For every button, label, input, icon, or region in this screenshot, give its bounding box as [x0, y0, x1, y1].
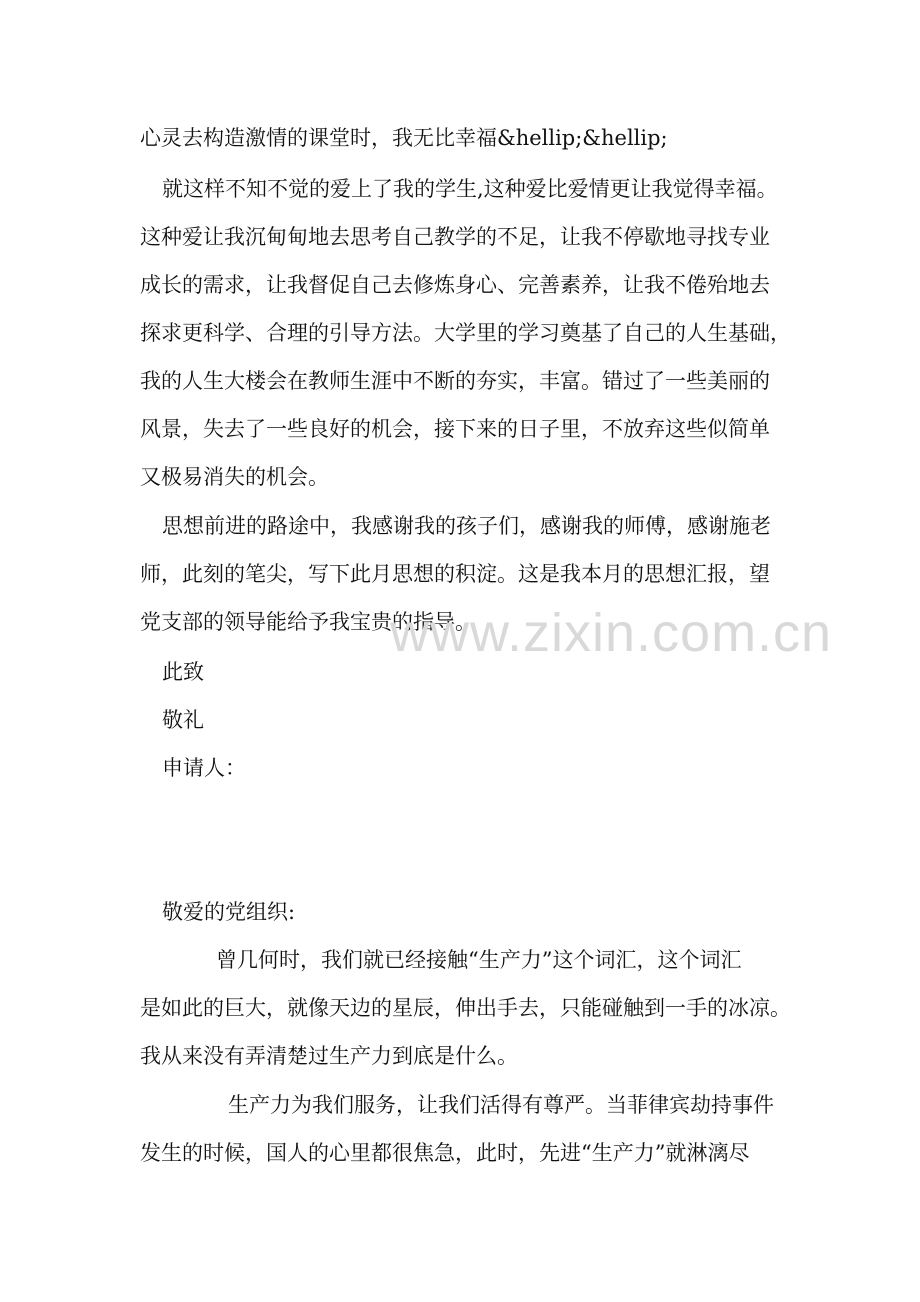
paragraph-line: 这种爱让我沉甸甸地去思考自己教学的不足，让我不停歇地寻找专业: [140, 225, 770, 249]
paragraph-line: 我从来没有弄清楚过生产力到底是什么。: [140, 1044, 518, 1068]
paragraph-line: 我的人生大楼会在教师生涯中不断的夯实，丰富。错过了一些美丽的: [140, 369, 770, 393]
paragraph-line: 心灵去构造激情的课堂时，我无比幸福&hellip;&hellip;: [140, 126, 668, 150]
paragraph-line: 曾几何时，我们就已经接触“生产力”这个词汇，这个词汇: [216, 948, 742, 972]
paragraph-line: 师，此刻的笔尖，写下此月思想的积淀。这是我本月的思想汇报，望: [140, 562, 770, 586]
paragraph-line: 思想前进的路途中，我感谢我的孩子们，感谢我的师傅，感谢施老: [162, 514, 771, 538]
paragraph-line: 又极易消失的机会。: [140, 465, 329, 489]
greeting-line: 敬爱的党组织:: [162, 900, 296, 924]
paragraph-line: 生产力为我们服务，让我们活得有尊严。当菲律宾劫持事件: [228, 1093, 774, 1117]
paragraph-line: 发生的时候，国人的心里都很焦急，此时，先进“生产力”就淋漓尽: [140, 1141, 750, 1165]
watermark: www.zixin.com.cn: [390, 603, 833, 663]
paragraph-line: 风景，失去了一些良好的机会，接下来的日子里，不放弃这些似简单: [140, 417, 770, 441]
closing-line: 此致: [162, 660, 204, 684]
paragraph-line: 党支部的领导能给予我宝贵的指导。: [140, 610, 476, 634]
paragraph-line: 是如此的巨大，就像天边的星辰，伸出手去，只能碰触到一手的冰凉。: [140, 996, 791, 1020]
closing-line: 敬礼: [162, 708, 204, 732]
paragraph-line: 探求更科学、合理的引导方法。大学里的学习奠基了自己的人生基础，: [140, 321, 791, 345]
signature-line: 申请人：: [162, 756, 246, 780]
paragraph-line: 成长的需求，让我督促自己去修炼身心、完善素养，让我不倦殆地去: [140, 273, 770, 297]
paragraph-line: 就这样不知不觉的爱上了我的学生,这种爱比爱情更让我觉得幸福。: [162, 177, 778, 201]
